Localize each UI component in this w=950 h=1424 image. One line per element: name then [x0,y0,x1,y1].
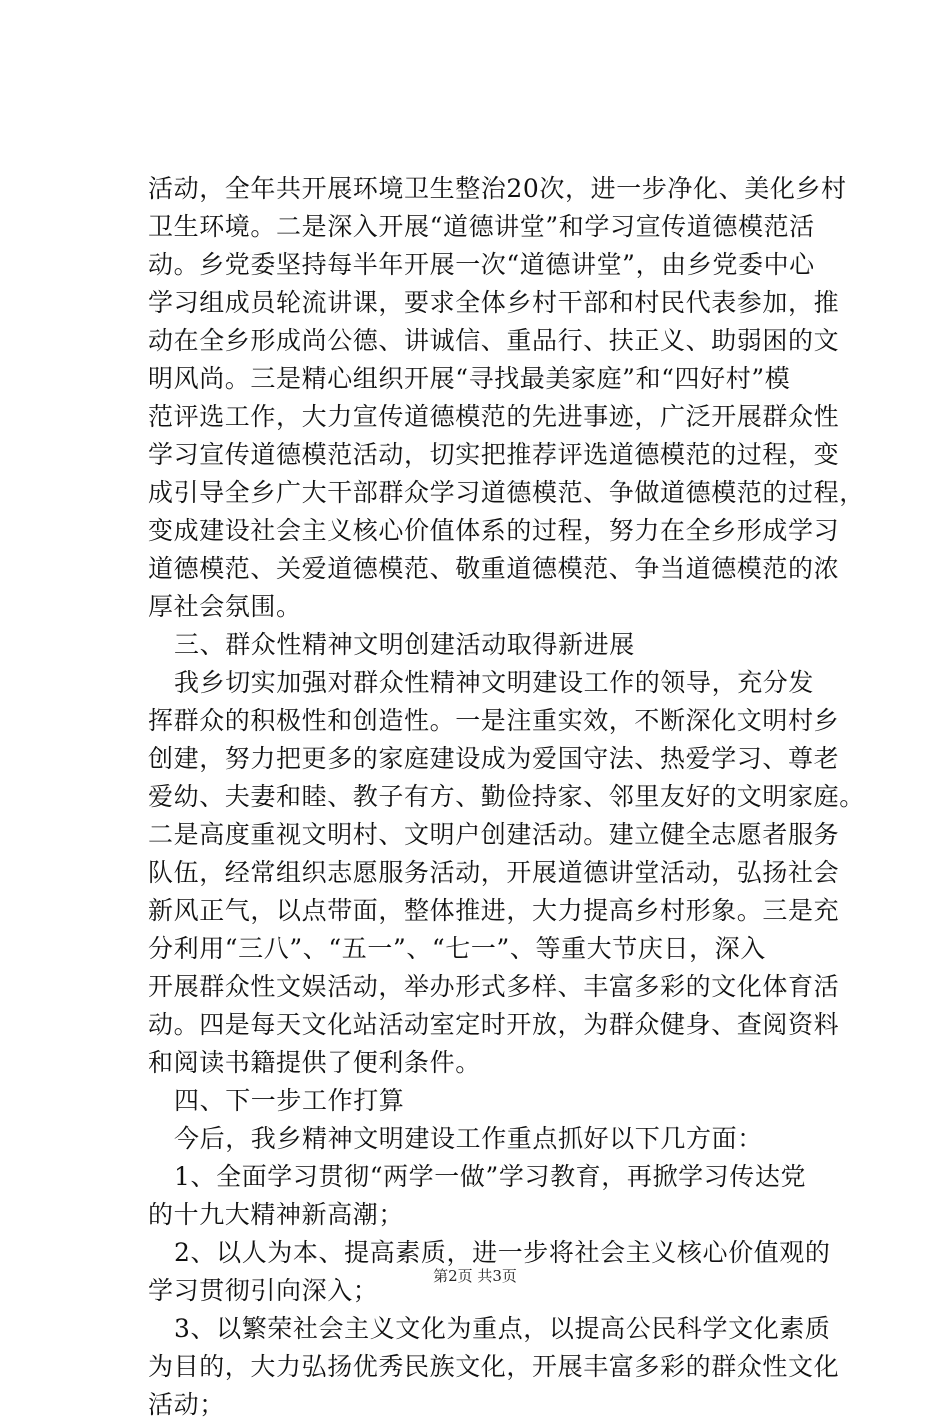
text-line: 为目的，大力弘扬优秀民族文化，开展丰富多彩的群众性文化 [148,1352,840,1381]
text-line: 卫生环境。二是深入开展“道德讲堂”和学习宣传道德模范活 [148,212,815,241]
text-line: 四、下一步工作打算 [174,1086,405,1115]
text-line: 动在全乡形成尚公德、讲诚信、重品行、扶正义、助弱困的文 [148,326,840,355]
text-line: 道德模范、关爱道德模范、敬重道德模范、争当道德模范的浓 [148,554,840,583]
text-line: 二是高度重视文明村、文明户创建活动。建立健全志愿者服务 [148,820,840,849]
text-line: 3、以繁荣社会主义文化为重点，以提高公民科学文化素质 [174,1314,831,1343]
text-line: 1、全面学习贯彻“两学一做”学习教育，再掀学习传达党 [174,1162,807,1191]
text-line: 我乡切实加强对群众性精神文明建设工作的领导，充分发 [174,668,815,697]
text-line: 挥群众的积极性和创造性。一是注重实效，不断深化文明村乡 [148,706,840,735]
text-line: 变成建设社会主义核心价值体系的过程，努力在全乡形成学习 [148,516,840,545]
text-line: 厚社会氛围。 [148,592,302,621]
text-line: 新风正气，以点带面，整体推进，大力提高乡村形象。三是充 [148,896,840,925]
text-line: 活动； [148,1390,225,1419]
text-line: 的十九大精神新高潮； [148,1200,405,1229]
body-text [148,170,865,1424]
text-line: 三、群众性精神文明创建活动取得新进展 [174,630,635,659]
text-line: 明风尚。三是精心组织开展“寻找最美家庭”和“四好村”模 [148,364,791,393]
text-line: 学习组成员轮流讲课，要求全体乡村干部和村民代表参加，推 [148,288,840,317]
text-line: 学习贯彻引向深入； [148,1276,379,1305]
text-line: 今后，我乡精神文明建设工作重点抓好以下几方面： [174,1124,763,1153]
text-line: 范评选工作，大力宣传道德模范的先进事迹，广泛开展群众性 [148,402,840,431]
text-line: 动。乡党委坚持每半年开展一次“道德讲堂”，由乡党委中心 [148,250,815,279]
page-footer: 第2页 共3页 [433,1267,517,1285]
text-line: 成引导全乡广大干部群众学习道德模范、争做道德模范的过程， [148,478,865,507]
text-line: 活动，全年共开展环境卫生整治20次，进一步净化、美化乡村 [148,174,847,203]
text-line: 队伍，经常组织志愿服务活动，开展道德讲堂活动，弘扬社会 [148,858,840,887]
text-line: 和阅读书籍提供了便利条件。 [148,1048,481,1077]
text-line: 学习宣传道德模范活动，切实把推荐评选道德模范的过程，变 [148,440,840,469]
text-line: 2、以人为本、提高素质，进一步将社会主义核心价值观的 [174,1238,831,1267]
text-line: 爱幼、夫妻和睦、教子有方、勤俭持家、邻里友好的文明家庭。 [148,782,865,811]
text-line: 动。四是每天文化站活动室定时开放，为群众健身、查阅资料 [148,1010,840,1039]
text-line: 创建，努力把更多的家庭建设成为爱国守法、热爱学习、尊老 [148,744,840,773]
text-line: 开展群众性文娱活动，举办形式多样、丰富多彩的文化体育活 [148,972,840,1001]
text-line: 分利用“三八”、“五一”、“七一”、等重大节庆日，深入 [148,934,766,963]
